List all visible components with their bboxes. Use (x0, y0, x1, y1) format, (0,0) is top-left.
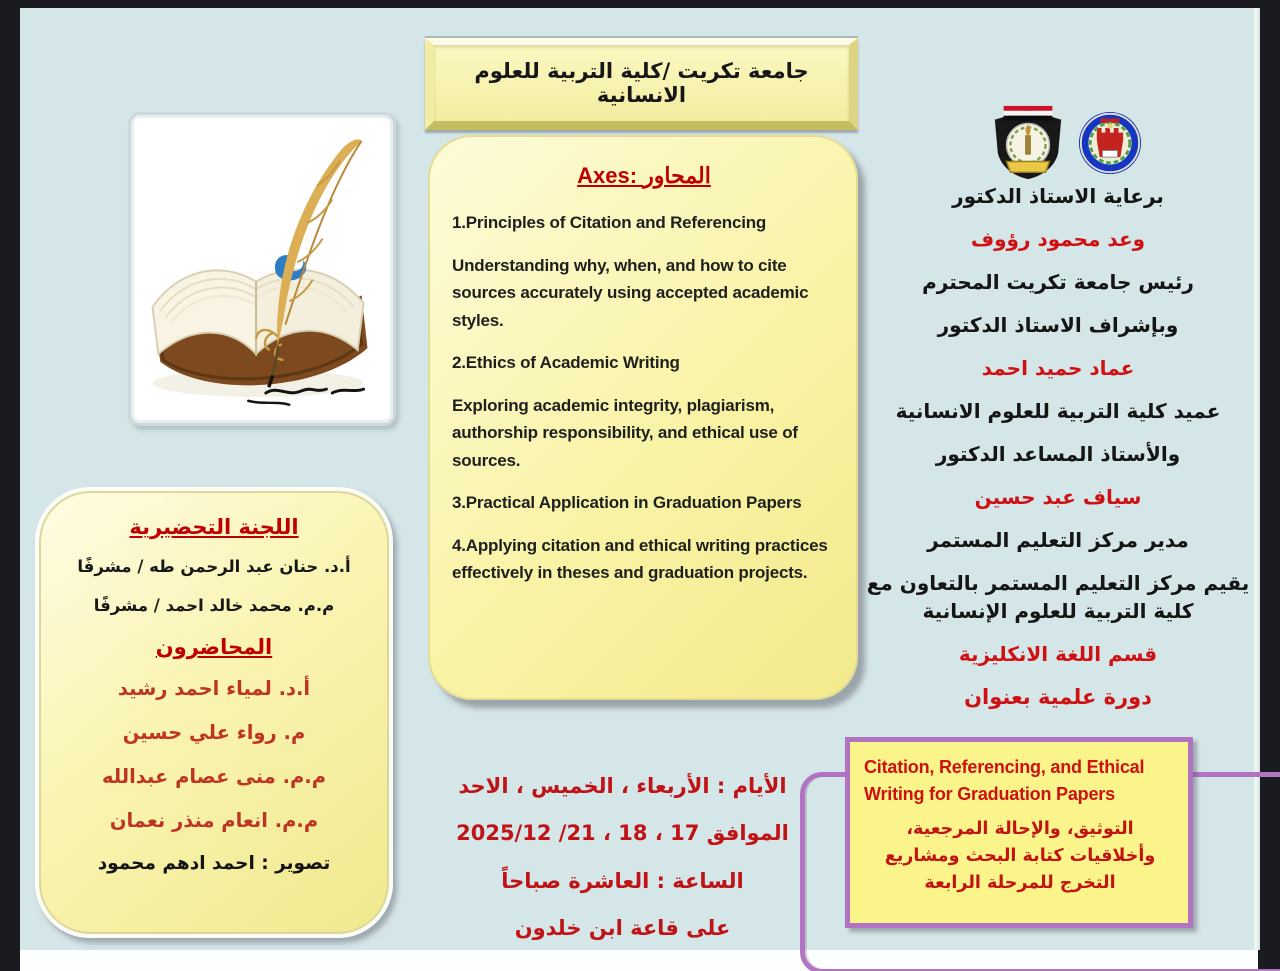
course-announcement-line: دورة علمية بعنوان (964, 685, 1152, 709)
committee-member: م.م. محمد خالد احمد / مشرفًا (93, 596, 335, 615)
schedule-dates: الموافق 17 ، 18 ، 21/ 2025/12 (456, 821, 789, 846)
patronage-column (856, 182, 1260, 727)
lecturer-name: م.م. منى عصام عبدالله (101, 765, 326, 788)
photography-credit: تصوير : احمد ادهم محمود (97, 853, 331, 874)
lecturer-name: م. رواء علي حسين (122, 721, 306, 744)
patronage-line: برعاية الاستاذ الدكتور (952, 184, 1164, 208)
co-supervisor-name: سياف عبد حسين (974, 485, 1142, 509)
lecturer-name: أ.د. لمياء احمد رشيد (117, 677, 311, 700)
axes-item-3-title: 3.Practical Application in Graduation Papers (452, 493, 802, 513)
organizer-line: يقيم مركز التعليم المستمر بالتعاون مع كلية التربية للعلوم الإنسانية (866, 571, 1250, 623)
course-title-box (845, 737, 1193, 928)
university-title: جامعة تكريت /كلية التربية للعلوم الانسانية (474, 59, 809, 107)
committee-box (35, 487, 393, 938)
schedule-venue: على قاعة ابن خلدون (514, 916, 731, 941)
supervisor-name: عماد حميد احمد (981, 356, 1135, 380)
axes-item-1-title: 1.Principles of Citation and Referencing (452, 213, 767, 232)
axes-box (428, 135, 858, 700)
lecturers-heading: المحاضرون (155, 635, 273, 659)
supervisor-title: عميد كلية التربية للعلوم الانسانية (895, 399, 1221, 423)
university-banner-inner (434, 45, 849, 121)
course-title-arabic: التوثيق، والإحالة المرجعية، وأخلاقيات كتابة البحث ومشاريع التخرج للمرحلة الرابعة (884, 819, 1156, 894)
co-supervisor-title: مدير مركز التعليم المستمر (927, 528, 1189, 552)
lecturer-name: م.م. انعام منذر نعمان (109, 809, 319, 832)
committee-heading: اللجنة التحضيرية (129, 515, 299, 539)
committee-member: أ.د. حنان عبد الرحمن طه / مشرفًا (77, 557, 351, 576)
college-of-education-emblem-icon (987, 104, 1069, 182)
book-and-quill-illustration (128, 112, 396, 426)
axes-item-1-desc: Understanding why, when, and how to cite sources accurately using accepted academic styles. (452, 255, 809, 330)
schedule-time: الساعة : العاشرة صباحاً (501, 868, 744, 893)
axes-item-2-desc: Exploring academic integrity, plagiarism, authorship responsibility, and ethical use of sources. (452, 395, 798, 470)
axes-item-4-title: 4.Applying citation and ethical writing practices effectively in theses and graduation projects. (452, 535, 828, 583)
schedule-days: الأيام : الأربعاء ، الخميس ، الاحد (458, 774, 787, 798)
schedule-block (415, 772, 830, 961)
logos-row (870, 104, 1260, 182)
department-line: قسم اللغة الانكليزية (958, 642, 1158, 666)
axes-heading: Axes: المحاور (577, 163, 711, 188)
axes-item-2-title: 2.Ethics of Academic Writing (452, 353, 680, 373)
course-title-english: Citation, Referencing, and Ethical Writing for Graduation Papers (864, 757, 1145, 804)
university-banner (425, 38, 858, 130)
open-book-with-quill-icon (131, 115, 387, 417)
co-supervisor-line: والأستاذ المساعد الدكتور (935, 442, 1181, 466)
patron-title: رئيس جامعة تكريت المحترم (922, 270, 1194, 294)
tikrit-university-emblem-icon (1077, 111, 1143, 175)
supervision-line: وبإشراف الاستاذ الدكتور (937, 313, 1179, 337)
patron-name: وعد محمود رؤوف (970, 227, 1146, 251)
